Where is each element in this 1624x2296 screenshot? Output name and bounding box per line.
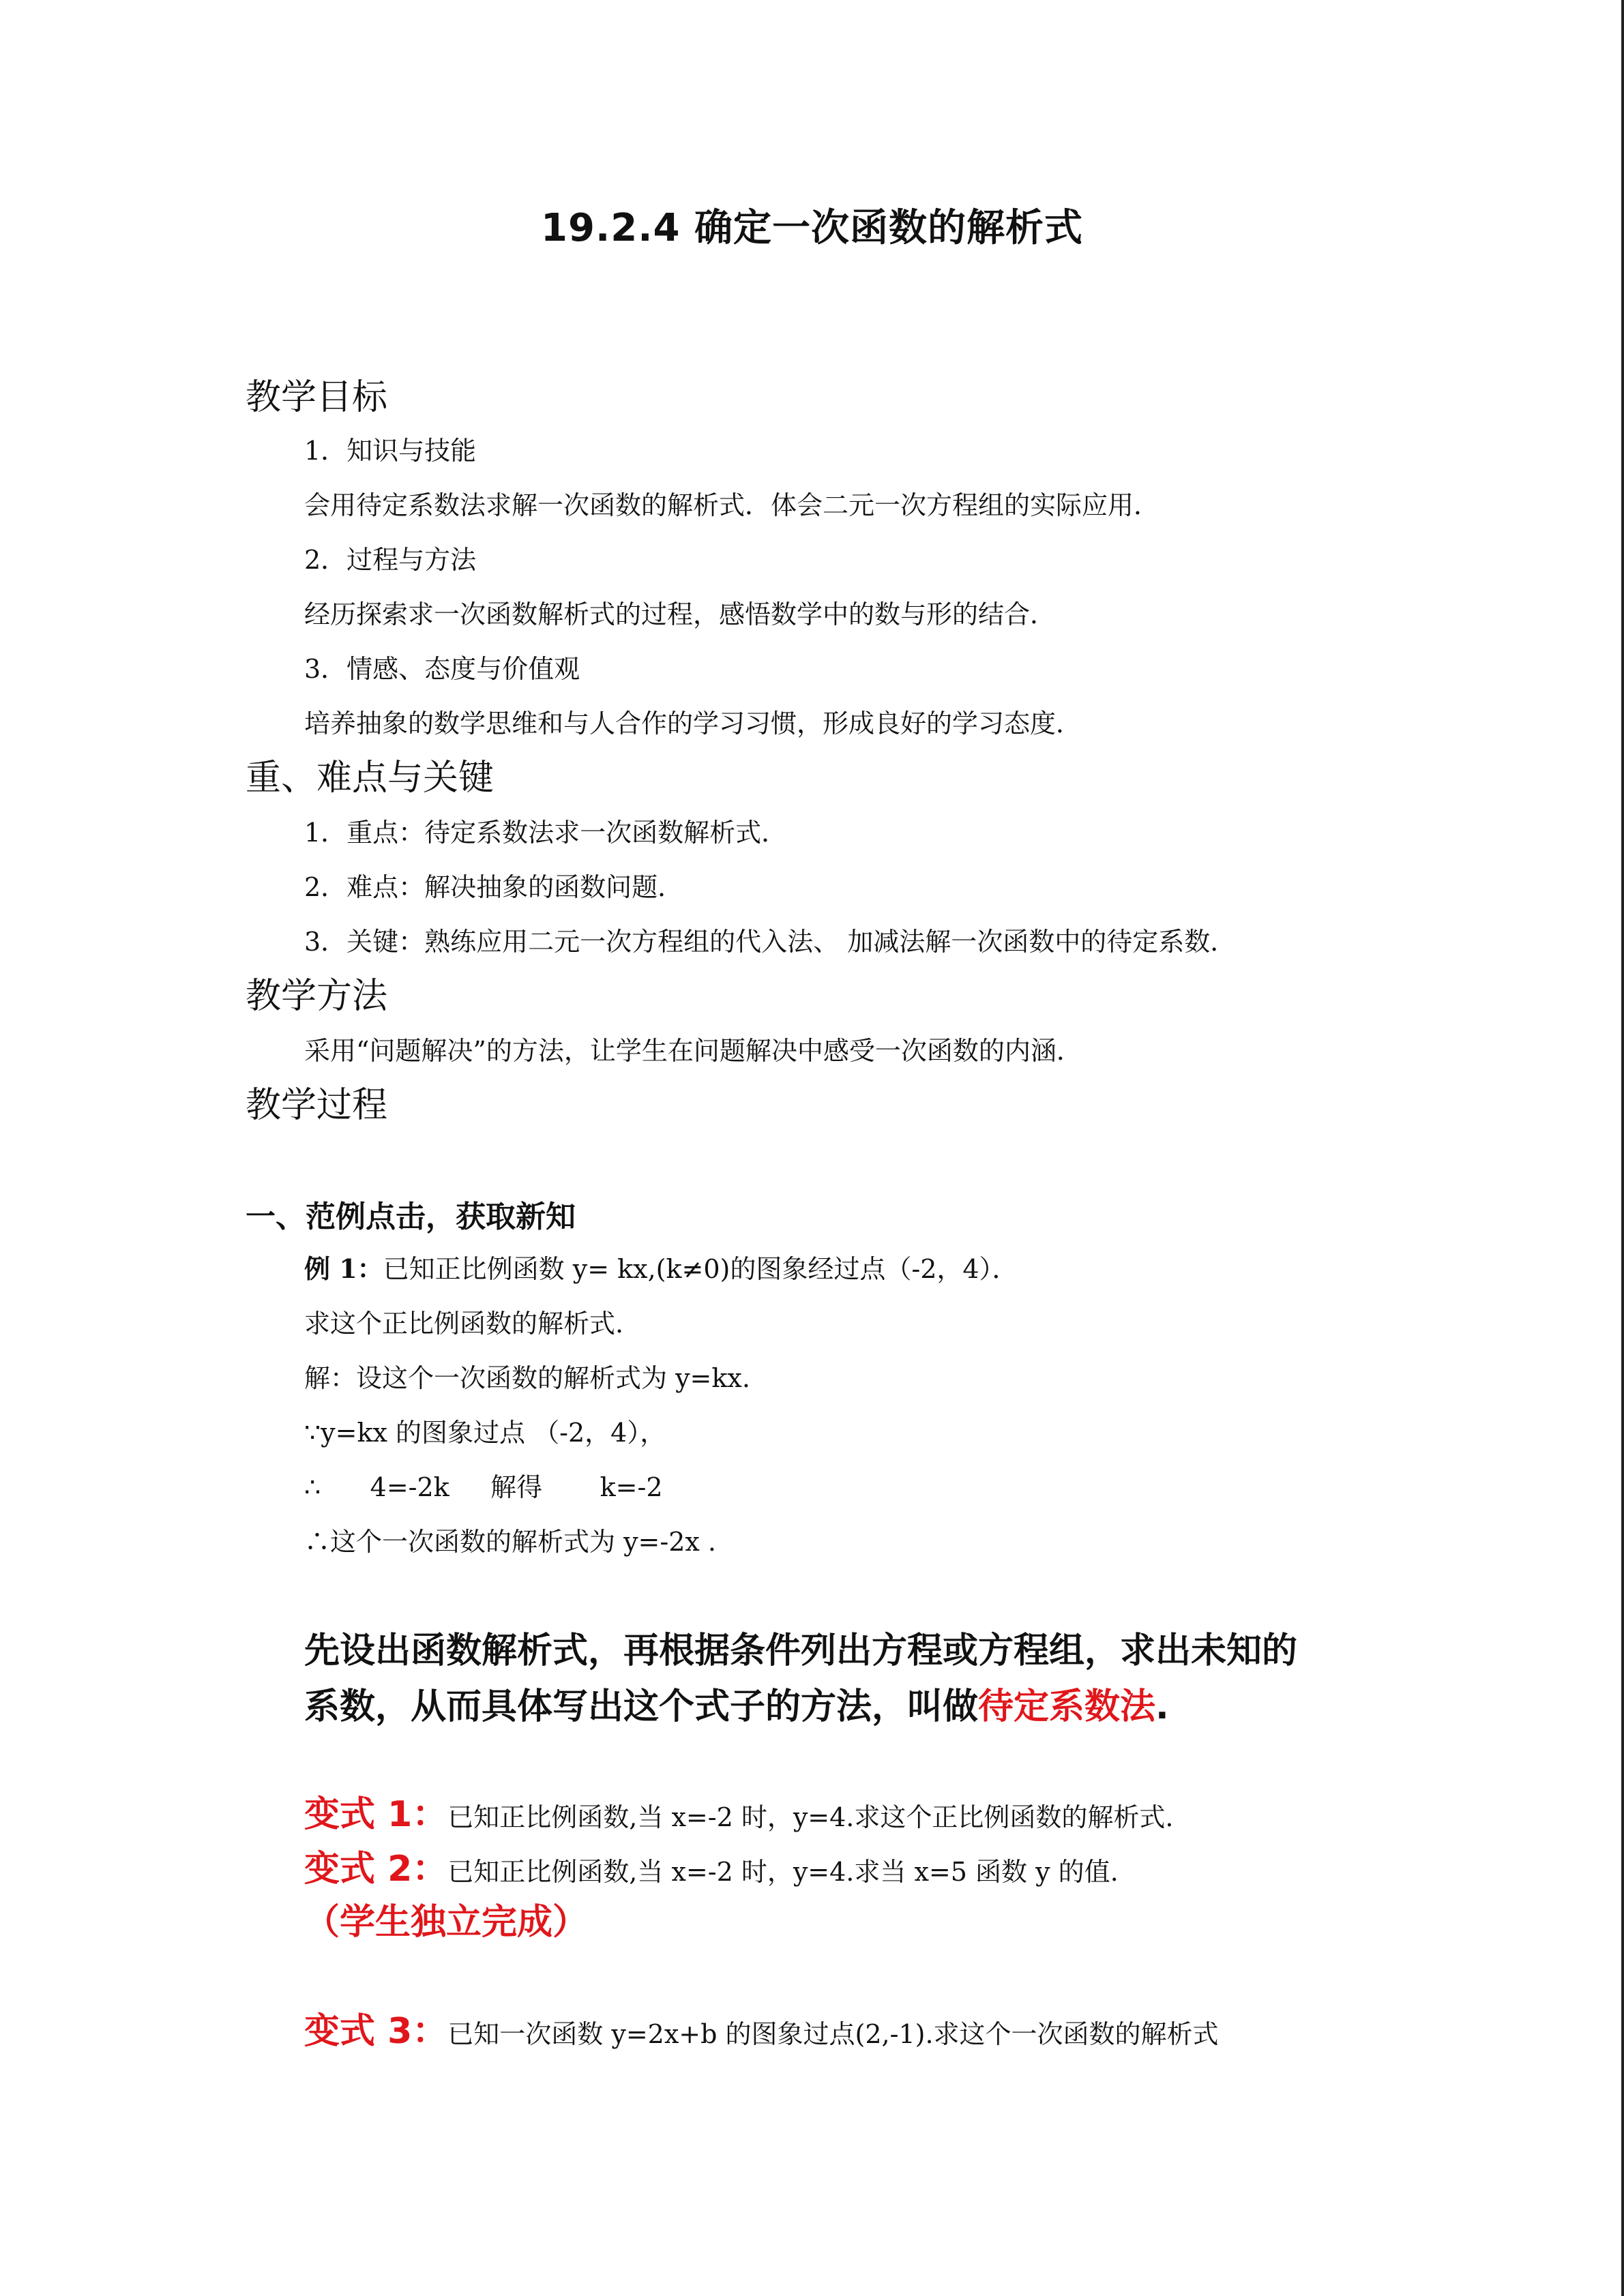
- solution-line-3: ∵y=kx 的图象过点 （-2，4），: [304, 1418, 666, 1448]
- solution-line-2: 解：设这个一次函数的解析式为 y=kx.: [304, 1363, 750, 1393]
- key-point-line-2: 2．难点：解决抽象的函数问题．: [304, 872, 684, 902]
- definition-term: 待定系数法: [978, 1686, 1156, 1727]
- example-1: [304, 1248, 1018, 1285]
- solution-line-1: 求这个正比例函数的解析式.: [304, 1309, 624, 1339]
- page-title: 19.2.4 确定一次函数的解析式: [541, 206, 1083, 250]
- student-note-text: （学生独立完成）: [304, 1902, 589, 1943]
- heading-teaching-method: 教学方法: [246, 976, 388, 1017]
- page-edge-border: [1621, 0, 1624, 2296]
- goal-line-5: 3．情感、态度与价值观: [304, 654, 580, 684]
- definition-prefix: 系数，从而具体写出这个式子的方法，叫做: [304, 1686, 979, 1727]
- key-point-line-3: 3．关键：熟练应用二元一次方程组的代入法、 加减法解一次函数中的待定系数．: [304, 927, 1237, 957]
- example-text: 已知正比例函数 y= kx,(k≠0)的图象经过点（-2，4）．: [383, 1254, 1018, 1284]
- key-point-line-1: 1．重点：待定系数法求一次函数解析式．: [304, 818, 788, 848]
- definition-line-2: [304, 1678, 1169, 1729]
- solution-line-4: ∴ 4=-2k 解得 k=-2: [304, 1472, 663, 1502]
- variant-3: [304, 2002, 1219, 2053]
- variant-1-text: 已知正比例函数,当 x=-2 时，y=4.求这个正比例函数的解析式.: [447, 1802, 1174, 1832]
- goal-line-1: 1．知识与技能: [304, 436, 477, 466]
- student-note: [304, 1893, 588, 1944]
- goal-line-6: 培养抽象的数学思维和与人合作的学习习惯，形成良好的学习态度．: [304, 709, 1082, 739]
- goal-line-3: 2．过程与方法: [304, 545, 477, 575]
- variant-2-text: 已知正比例函数,当 x=-2 时，y=4.求当 x=5 函数 y 的值.: [447, 1857, 1119, 1887]
- definition-end: .: [1155, 1686, 1169, 1727]
- goal-line-2: 会用待定系数法求解一次函数的解析式．体会二元一次方程组的实际应用．: [304, 490, 1160, 520]
- heading-key-points: 重、难点与关键: [246, 758, 494, 799]
- goal-line-4: 经历探索求一次函数解析式的过程，感悟数学中的数与形的结合．: [304, 599, 1057, 629]
- variant-1: [304, 1785, 1173, 1836]
- variant-3-text: 已知一次函数 y=2x+b 的图象过点(2,-1).求这个一次函数的解析式: [447, 2019, 1219, 2049]
- subheading-examples: 一、范例点击，获取新知: [246, 1199, 576, 1234]
- variant-1-label: 变式 1：: [304, 1794, 448, 1835]
- variant-2: [304, 1840, 1119, 1891]
- variant-2-label: 变式 2：: [304, 1849, 448, 1890]
- solution-line-5: ∴这个一次函数的解析式为 y=-2x .: [304, 1527, 716, 1557]
- definition-line-1: 先设出函数解析式，再根据条件列出方程或方程组，求出未知的: [304, 1630, 1298, 1671]
- method-line: 采用“问题解决”的方法，让学生在问题解决中感受一次函数的内涵．: [304, 1036, 1082, 1066]
- heading-teaching-process: 教学过程: [246, 1085, 388, 1126]
- variant-3-label: 变式 3：: [304, 2011, 448, 2052]
- example-label: 例 1：: [304, 1253, 383, 1284]
- heading-teaching-goals: 教学目标: [246, 377, 388, 418]
